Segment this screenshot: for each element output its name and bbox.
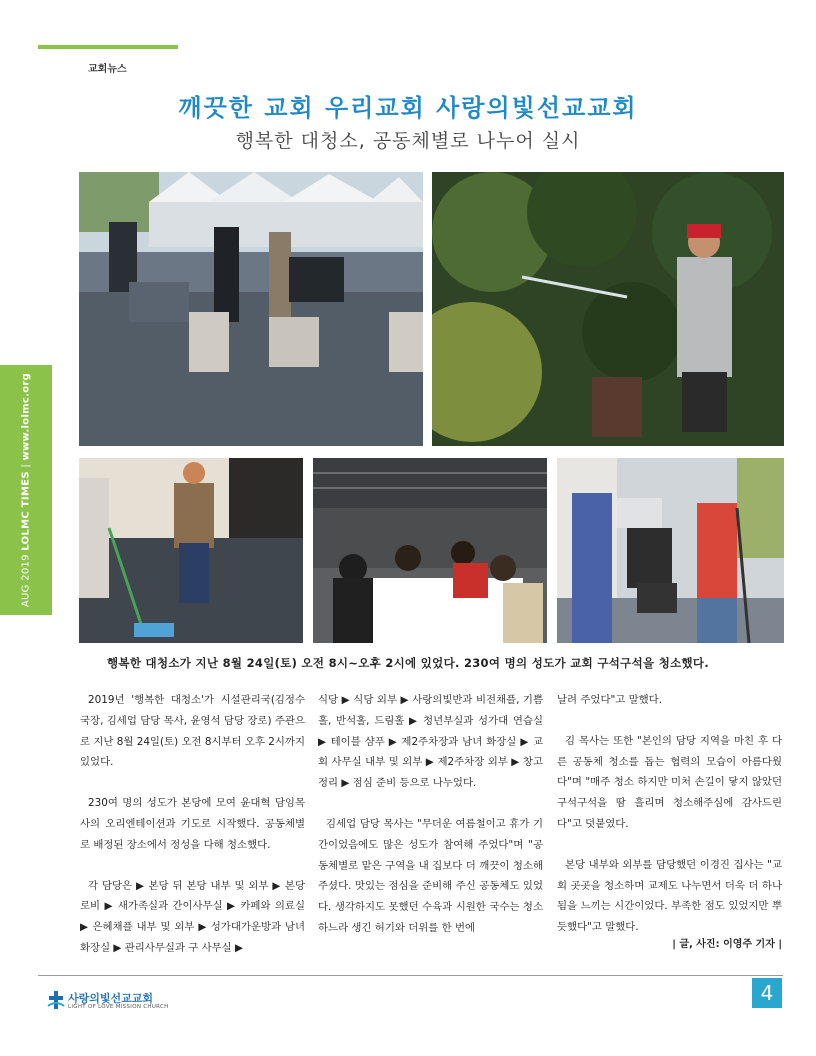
paragraph: 날려 주었다"고 말했다. (557, 694, 663, 706)
paragraph: 김세업 담당 목사는 "무더운 여름철이고 휴가 기간이었음에도 많은 성도가 참여해 주었다"며 "공동체별로 맡은 구역을 내 집보다 더 깨끗이 청소해주셨다. 맛있는 점심을 준비해 주신 공동체도 있었다. 생각하지도 못했던 수육과 시원한 국수는 청소하느라 생긴 허기와 더위를 한 번에 (318, 817, 543, 934)
top-accent-bar (38, 45, 178, 49)
footer-divider (38, 975, 783, 976)
byline: | 글, 사진: 이영주 기자 | (672, 939, 782, 950)
paragraph: 2019년 '행복한 대청소'가 시설관리국(김정수 국장, 김세업 담당 목사, 윤영석 담당 장로) 주관으로 지난 8월 24일(토) 오전 8시부터 오후 2시까지 있었다. (80, 694, 305, 769)
church-name: 사랑의빛선교교회 (68, 992, 154, 1005)
photo-chair-cleaning (79, 172, 423, 446)
side-website: www.lolmc.org (20, 372, 32, 461)
photo-caption: 행복한 대청소가 지난 8월 24일(토) 오전 8시~오후 2시에 있었다. 230여 명의 성도가 교회 구석구석을 청소했다. (107, 656, 709, 670)
photo-pavement-scrubbing (79, 458, 303, 643)
photo-lunch-gathering (313, 458, 547, 643)
photo-hosing-plants (432, 172, 784, 446)
paragraph: 각 담당은 ▶ 본당 뒤 본당 내부 및 외부 ▶ 본당 로비 ▶ 새가족실과 간이사무실 ▶ 카페와 의료실 ▶ 은혜채플 내부 및 외부 ▶ 성가대가운방과 남녀 화장실 ▶ 관리사무실과 구 사무실 ▶ (80, 879, 305, 954)
headline: 깨끗한 교회 우리교회 사랑의빛선교교회 (178, 94, 638, 122)
subheadline: 행복한 대청소, 공동체별로 나누어 실시 (235, 130, 581, 152)
paragraph: 김 목사는 또한 "본인의 담당 지역을 마친 후 다른 공동체 청소를 돕는 협력의 모습이 아름다웠다"며 "매주 청소 하지만 미처 손길이 닿지 않았던 구석구석을 땀 흘리며 청소해주심에 감사드린다"고 덧붙였다. (557, 734, 782, 830)
side-tab-text (21, 373, 32, 607)
page-number: 4 (752, 978, 782, 1008)
church-name-en: LIGHT OF LOVE MISSION CHURCH (68, 1004, 169, 1010)
paragraph: 식당 ▶ 식당 외부 ▶ 사랑의빛반과 비전채플, 기쁨홀, 반석홀, 드림홀 ▶ 청년부실과 성가대 연습실 ▶ 테이블 샴푸 ▶ 제2주차장과 남녀 화장실 ▶ 교회 사무실 내부 및 외부 ▶ 제2주차장 외부 ▶ 창고정리 ▶ 점심 준비 등으로 나누었다. (318, 694, 543, 790)
side-separator: | (20, 464, 32, 468)
article-column-1 (80, 690, 305, 979)
photo-moving-equipment (557, 458, 784, 643)
side-publication: LOLMC TIMES (20, 471, 32, 551)
article-column-2 (318, 690, 543, 959)
article-column-3 (557, 690, 782, 958)
church-logo-icon (46, 990, 66, 1014)
section-label: 교회뉴스 (88, 64, 127, 75)
paragraph: 230여 명의 성도가 본당에 모여 윤대혁 담임목사의 오리엔테이션과 기도로 시작했다. 공동체별로 배정된 장소에서 정성을 다해 청소했다. (80, 797, 305, 851)
side-issue: AUG 2019 (20, 554, 32, 608)
paragraph: 본당 내부와 외부를 담당했던 이경진 집사는 "교회 곳곳을 청소하며 교제도 나누면서 더욱 더 하나 됨을 느끼는 시간이었다. 부족한 점도 있었지만 뿌듯했다"고 말했다. (557, 858, 782, 934)
